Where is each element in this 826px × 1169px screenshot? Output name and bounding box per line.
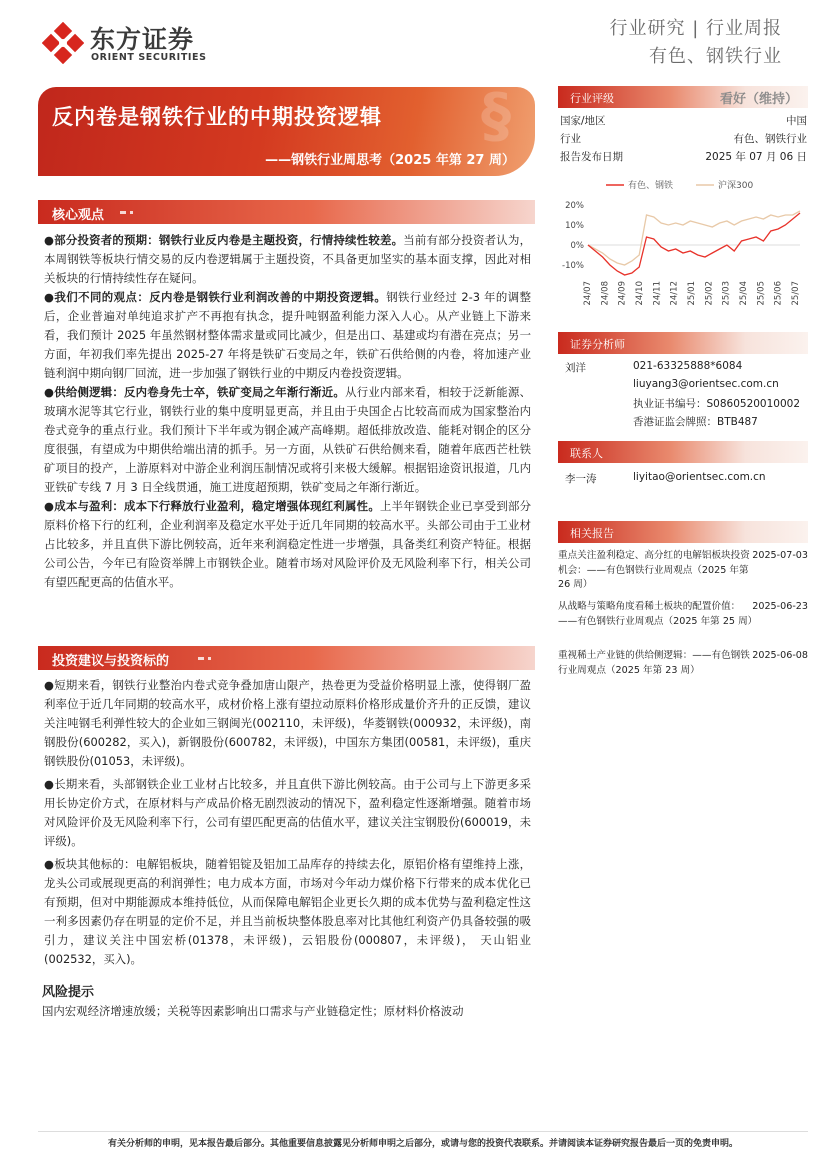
performance-chart [558, 175, 808, 325]
invest-body [44, 676, 531, 969]
section-title: 相关报告 [570, 527, 614, 540]
core-paragraph: ●供给侧逻辑：反内卷身先士卒，铁矿变局之年渐行渐近。从行业内部来看，相较于泛新能源、玻璃水泥等其它行业，钢铁行业的集中度明显更高，并且由于央国企占比较高而成为国家整治内卷式竞争的重点行业。我们预计下半年或为钢企减产高峰期。超低排放改造、能耗对钢企的区分度很强，有望成为中期供给端出清的抓手。另一方面，从铁矿石供给侧来看，随着年底西芒杜铁矿项目的投产，上游原料对中游企业利润压制情况或将引来极大缓解。根据铝途资讯报道，几内亚铁矿专线 7 月 3 日全线贯通，施工进度超预期，铁矿变局之年渐行渐近。 [44, 385, 531, 494]
footer-disclaimer: 有关分析师的申明，见本报告最后部分。其他重要信息披露见分析师申明之后部分，或请与您的投资代表联系。并请阅读本证券研究报告最后一页的免责申明。 [107, 1139, 738, 1149]
contact-email[interactable]: liyitao@orientsec.com.cn [633, 471, 766, 483]
y-tick-label: 0% [570, 241, 584, 251]
report-subtitle: ——钢铁行业周思考（2025 年第 27 周） [265, 153, 515, 168]
x-tick-label: 25/07 [791, 281, 801, 306]
legend-label: 沪深300 [718, 181, 754, 191]
logo-icon [42, 22, 84, 64]
x-tick-label: 24/12 [669, 281, 680, 306]
x-tick-label: 24/11 [652, 281, 663, 306]
logo-english: ORIENT SECURITIES [91, 52, 207, 63]
core-paragraph: ●成本与盈利：成本下行释放行业盈利，稳定增强体现红利属性。上半年钢铁企业已享受到部分原料价格下行的红利，企业利润率及稳定水平处于近几年同期的较高水平。头部公司由于工业材占比较多，并且直供下游比例较高，近年来利润稳定性进一步增强，具备类红利资产特征。根据公司公告，今年已有险资举牌上市钢铁企业。随着市场对风险评价及无风险利率下行，相关公司有望匹配更高的估值水平。 [44, 499, 531, 589]
section-title: 联系人 [570, 447, 603, 460]
related-report[interactable]: 从战略与策略角度看稀土板块的配置价值：——有色钢铁行业周观点（2025 年第 25 周） 2025-06-23 [558, 601, 808, 627]
core-body [44, 231, 531, 592]
logo-text: 东方证券 [90, 25, 195, 54]
section-title: 证券分析师 [570, 338, 625, 351]
x-tick-label: 24/08 [600, 281, 611, 306]
section-title: 核心观点 [52, 208, 105, 223]
analyst-email[interactable]: liuyang3@orientsec.com.cn [633, 378, 779, 390]
x-tick-label: 24/10 [635, 281, 645, 306]
analyst-name: 刘洋 [565, 362, 586, 374]
x-tick-label: 25/05 [756, 281, 767, 306]
core-paragraph: ●部分投资者的预期：钢铁行业反内卷是主题投资，行情持续性较差。当前有部分投资者认为，本周钢铁等板块行情交易的反内卷逻辑属于主题投资，不具备更加坚实的基本面支撑，因此对相关板块的行情持续性存在疑问。 [44, 233, 531, 285]
banner-decoration: § [481, 87, 511, 151]
x-tick-label: 25/06 [773, 281, 784, 306]
invest-paragraph: ●板块其他标的：电解铝板块，随着铝锭及铝加工品库存的持续去化，原铝价格有望维持上涨，龙头公司或展现更高的利润弹性；电力成本方面，市场对今年动力煤价格下行带来的成本优化已有预期，但对中期能源成本维持低位，从而保障电解铝企业更长久期的成本优势与盈利稳定性这一利多因素仍存在明显的定价不足，并且当前板块整体股息率对比其他红利资产仍具备较强的吸引力，建议关注中国宏桥(01378，未评级)，云铝股份(000807，未评级)， 天山铝业(002532，买入)。 [44, 857, 531, 966]
analyst-license: 香港证监会牌照：BTB487 [633, 416, 758, 428]
risk-heading: 风险提示 [42, 985, 95, 1000]
related-header [558, 521, 808, 543]
x-tick-label: 25/02 [704, 281, 715, 306]
y-tick-label: 10% [565, 221, 584, 231]
report-type: 行业研究 | 行业周报 [609, 18, 782, 39]
analyst-cert: 执业证书编号：S0860520010002 [633, 398, 801, 410]
x-tick-label: 25/04 [739, 281, 749, 306]
y-tick-label: 20% [565, 201, 584, 211]
related-report[interactable]: 重视稀土产业链的供给侧逻辑：——有色钢铁行业周观点（2025 年第 23 周） 2025-06-08 [558, 650, 808, 676]
section-title: 投资建议与投资标的 [52, 654, 170, 669]
title-banner [38, 87, 535, 176]
rating-label: 行业评级 [570, 92, 614, 105]
section-core-header [38, 200, 535, 224]
series-line [588, 211, 800, 265]
rating-value: 看好（维持） [719, 92, 798, 107]
related-report[interactable]: 重点关注盈利稳定、高分红的电解铝板块投资机会：——有色钢铁行业周观点（2025 年第 26 周） 2025-07-03 [558, 550, 808, 590]
report-title: 反内卷是钢铁行业的中期投资逻辑 [52, 105, 382, 129]
y-tick-label: -10% [562, 261, 584, 271]
invest-paragraph: ●短期来看，钢铁行业整治内卷式竞争叠加唐山限产，热卷更为受益价格明显上涨，使得钢厂盈利率位于近几年同期的较高水平，成材价格上涨有望拉动原料价格形成量价齐升的正反馈，建议关注吨钢毛利弹性较大的企业如三钢闽光(002110，未评级)，华菱钢铁(000932，未评级)，南钢股份(600282，买入)，新钢股份(600782，未评级)，中国东方集团(00581，未评级)，重庆钢铁股份(01053，未评级)。 [44, 678, 531, 768]
risk-text: 国内宏观经济增速放缓；关税等因素影响出口需求与产业链稳定性；原材料价格波动 [42, 1004, 464, 1018]
invest-paragraph: ●长期来看，头部钢铁企业工业材占比较多，并且直供下游比例较高。由于公司与上下游更多采用长协定价方式，在原材料与产成品价格无剧烈波动的情况下，盈利稳定性逐渐增强。随着市场对风险评价及无风险利率下行，公司有望匹配更高的估值水平，建议关注宝钢股份(600019，未评级)。 [44, 777, 531, 848]
x-tick-label: 25/03 [721, 281, 732, 306]
core-paragraph: ●我们不同的观点：反内卷是钢铁行业利润改善的中期投资逻辑。钢铁行业经过 2-3 年的调整后，企业普遍对单纯追求扩产不再抱有执念，提升吨钢盈利能力深入人心。从产业链上下游来看，我们预计 2025 年虽然钢材整体需求量或同比减少，但是出口、基建或均有潜在亮点；另一方面，年初我们率先提出 2025-27 年将是铁矿石变局之年，铁矿石供给侧的内卷，将加速产业链利润中期向钢厂回流，进一步加强了钢铁行业的中期反内卷投资逻辑。 [44, 290, 531, 380]
industry-name: 有色、钢铁行业 [649, 46, 782, 67]
analyst-header [558, 332, 808, 354]
x-tick-label: 24/07 [583, 281, 593, 306]
contact-header [558, 441, 808, 463]
x-tick-label: 25/01 [687, 281, 697, 306]
footer-divider [38, 1131, 808, 1132]
rating-header [558, 86, 808, 108]
contact-name: 李一涛 [565, 473, 597, 485]
legend-label: 有色、钢铁 [628, 181, 674, 191]
x-tick-label: 24/09 [617, 281, 628, 306]
section-invest-header [38, 646, 535, 670]
analyst-phone: 021-63325888*6084 [633, 360, 743, 372]
